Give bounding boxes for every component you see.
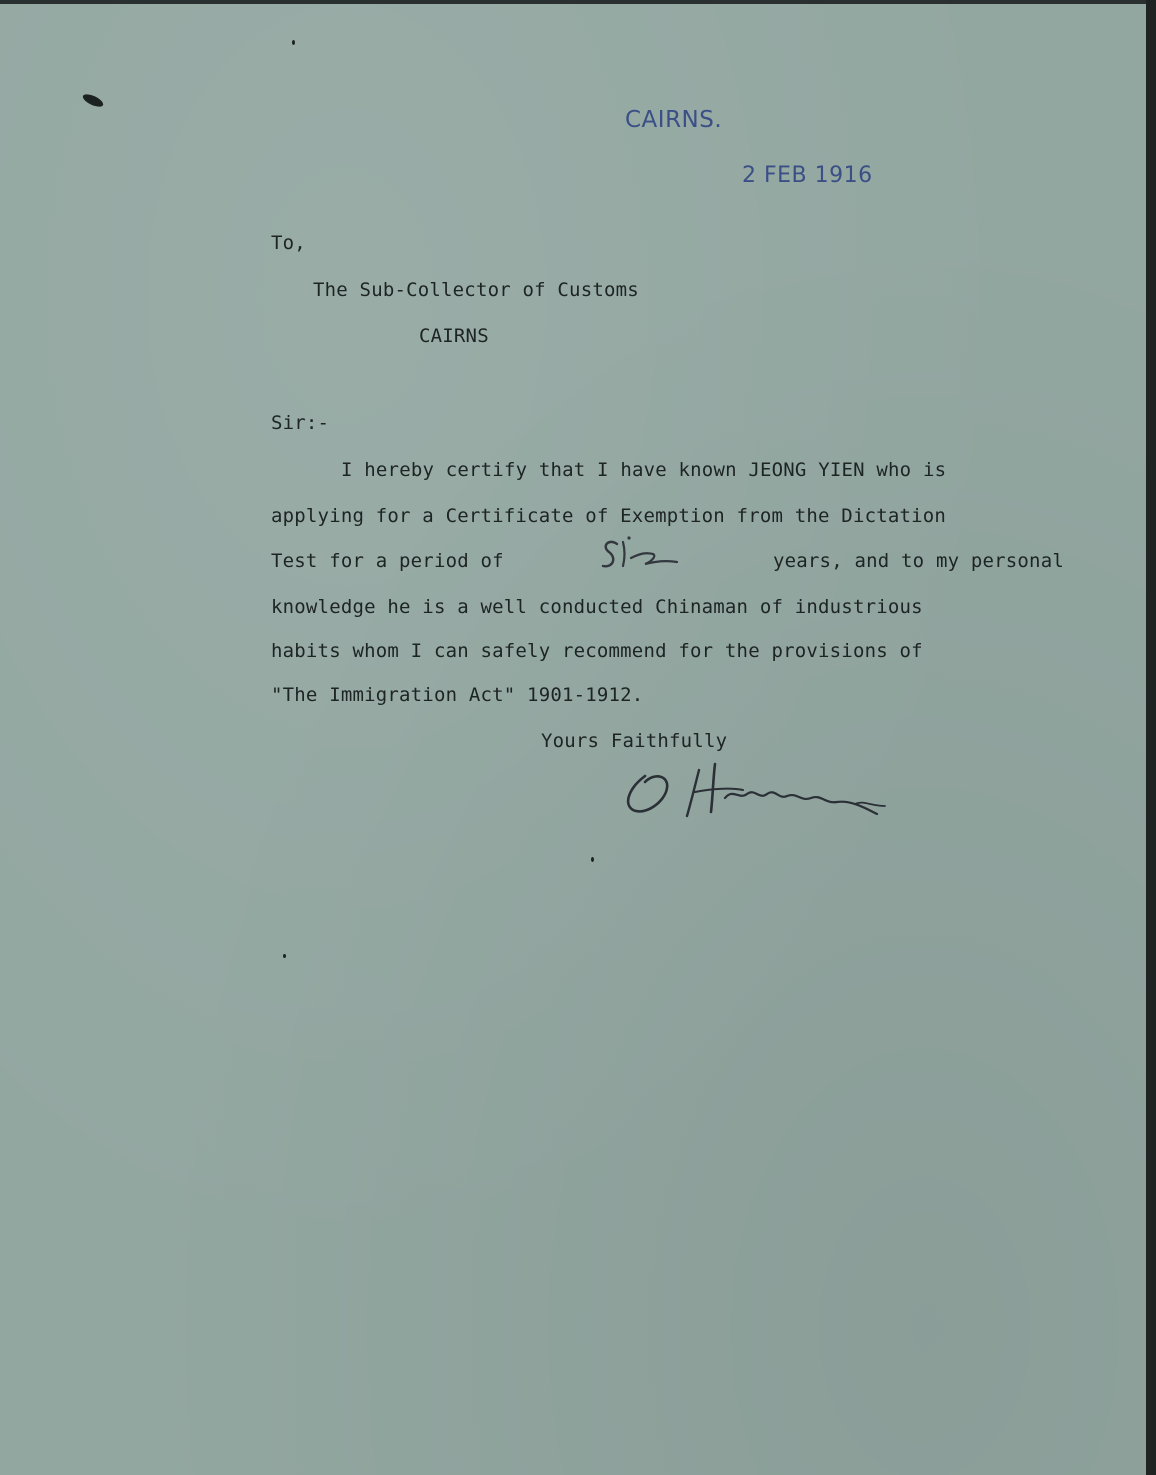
ink-speck: [283, 954, 286, 958]
addressee-line-1: The Sub-Collector of Customs: [313, 279, 639, 301]
scan-edge-right: [1146, 0, 1156, 1475]
addressee-line-2: CAIRNS: [419, 325, 489, 347]
body-line-4: knowledge he is a well conducted Chinaman of industrious: [271, 596, 923, 618]
scan-edge-top: [0, 0, 1156, 4]
ink-speck: [591, 857, 594, 862]
greeting: Sir:-: [271, 412, 330, 434]
body-line-5: habits whom I can safely recommend for the provisions of: [271, 640, 923, 662]
ink-speck: [81, 92, 105, 109]
body-line-6: "The Immigration Act" 1901-1912.: [271, 684, 644, 706]
stamp-date: 2 FEB 1916: [742, 163, 873, 188]
body-line-3-start: Test for a period of: [271, 550, 504, 572]
signature: [615, 758, 905, 830]
body-line-1: I hereby certify that I have known JEONG YIEN who is: [341, 459, 947, 481]
closing: Yours Faithfully: [541, 730, 728, 752]
body-line-2: applying for a Certificate of Exemption from the Dictation: [271, 505, 947, 527]
body-line-3-end: years, and to my personal: [773, 550, 1064, 572]
salutation-to: To,: [271, 232, 306, 254]
handwritten-period-six: [595, 532, 685, 578]
ink-speck: [292, 40, 295, 45]
stamp-place: CAIRNS.: [625, 107, 723, 133]
